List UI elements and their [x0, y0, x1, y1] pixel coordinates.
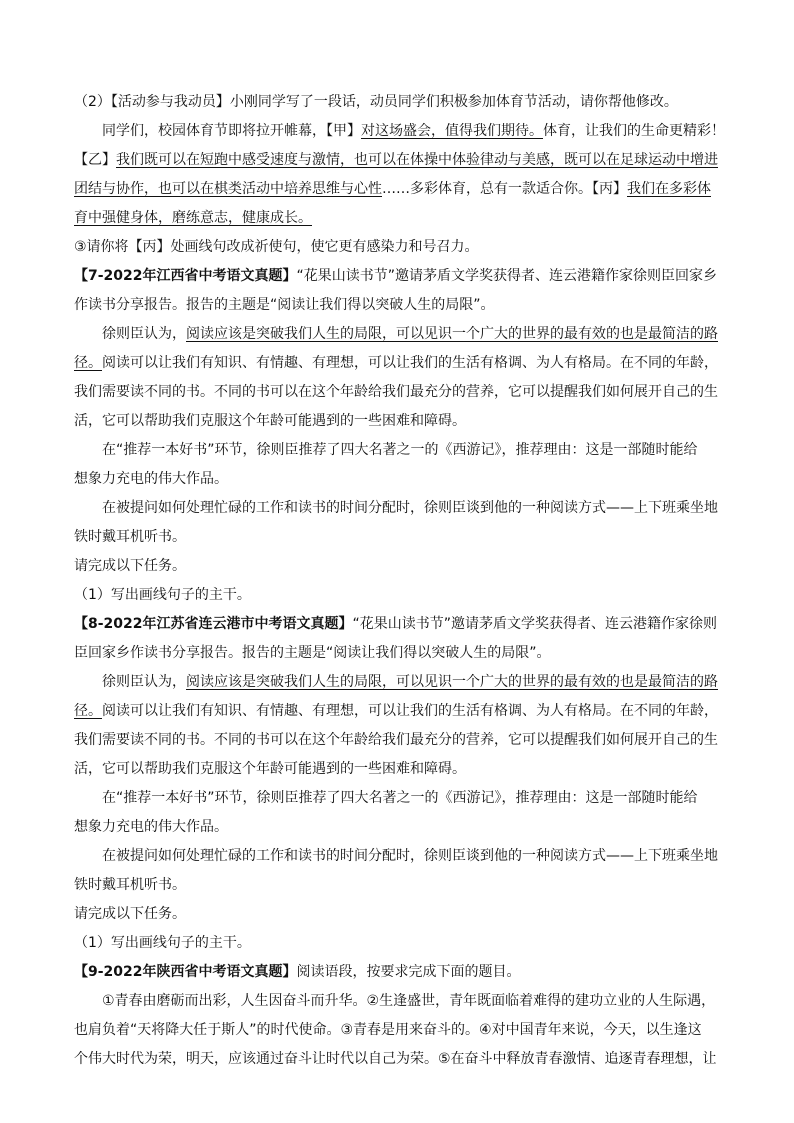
- passage-line: 徐则臣认为，阅读应该是突破我们人生的局限，可以见识一个广大的世界的最有效的也是最简洁的路: [102, 674, 718, 690]
- passage-line: 【乙】我们既可以在短跑中感受速度与激情，也可以在体操中体验律动与美感，既可以在足球运动中增进: [74, 152, 718, 168]
- underlined-sentence-yi: 团结与协作，也可以在棋类活动中培养思维与心性: [74, 181, 382, 197]
- underlined-sentence-yi: 我们既可以在短跑中感受速度与激情，也可以在体操中体验律动与美感，既可以在足球运动中增进: [116, 152, 718, 168]
- question-source-label: 【7-2022年江西省中考语文真题】: [74, 268, 297, 284]
- passage-line: 也肩负着“天将降大任于斯人”的时代使命。③青春是用来奋斗的。④对中国青年来说，今天，以生逢这: [74, 1022, 702, 1038]
- question-source-label: 【8-2022年江苏省连云港市中考语文真题】: [74, 616, 353, 632]
- underlined-sentence: 径。: [74, 703, 102, 719]
- question-source-label: 【9-2022年陕西省中考语文真题】: [74, 964, 297, 980]
- passage-line: 我们需要读不同的书。不同的书可以在这个年龄给我们最充分的营养，它可以提醒我们如何展开自己的生: [74, 732, 718, 748]
- passage-line: 想象力充电的伟大作品。: [74, 471, 228, 487]
- passage-line: 径。阅读可以让我们有知识、有情趣、有理想，可以让我们的生活有格调、为人有格局。在不同的年龄，: [74, 355, 718, 371]
- passage-line: 在“推荐一本好书”环节，徐则臣推荐了四大名著之一的《西游记》，推荐理由：这是一部随时能给: [102, 790, 698, 806]
- passage-line: 径。阅读可以让我们有知识、有情趣、有理想，可以让我们的生活有格调、为人有格局。在不同的年龄，: [74, 703, 718, 719]
- passage-line: 同学们，校园体育节即将拉开帷幕，【甲】对这场盛会，值得我们期待。体育，让我们的生命更精彩！: [102, 123, 725, 139]
- question-7-header: 【7-2022年江西省中考语文真题】“花果山读书节”邀请茅盾文学奖获得者、连云港籍作家徐则臣回家乡: [74, 268, 718, 284]
- document-page: [74, 88, 724, 1074]
- passage-line: 想象力充电的伟大作品。: [74, 819, 228, 835]
- underlined-sentence-bing: 育中强健身体，磨练意志，健康成长。: [74, 210, 312, 226]
- passage-line: 铁时戴耳机听书。: [74, 877, 186, 893]
- passage-line: 团结与协作，也可以在棋类活动中培养思维与心性……多彩体育，总有一款适合你。【丙】我们在多彩体: [74, 181, 711, 197]
- question-9-header: 【9-2022年陕西省中考语文真题】阅读语段，按要求完成下面的题目。: [74, 964, 521, 980]
- passage-line: [74, 204, 724, 233]
- task-instruction: 请完成以下任务。: [74, 558, 186, 574]
- passage-line: 个伟大时代为荣，明天，应该通过奋斗让时代以自己为荣。⑤在奋斗中释放青春激情、追逐青春理想，让: [74, 1051, 717, 1067]
- passage-line: 在被提问如何处理忙碌的工作和读书的时间分配时，徐则臣谈到他的一种阅读方式——上下班乘坐地: [102, 500, 718, 516]
- passage-line: 徐则臣认为，阅读应该是突破我们人生的局限，可以见识一个广大的世界的最有效的也是最简洁的路: [102, 326, 718, 342]
- passage-line: 在被提问如何处理忙碌的工作和读书的时间分配时，徐则臣谈到他的一种阅读方式——上下班乘坐地: [102, 848, 718, 864]
- passage-line: 作读书分享报告。报告的主题是“阅读让我们得以突破人生的局限”。: [74, 297, 495, 313]
- passage-line: 铁时戴耳机听书。: [74, 529, 186, 545]
- question-2-prompt: （2）【活动参与我动员】小刚同学写了一段话，动员同学们积极参加体育节活动，请你帮他修改。: [74, 94, 678, 110]
- question-instruction: ③请你将【丙】处画线句改成祈使句，使它更有感染力和号召力。: [74, 239, 479, 255]
- underlined-sentence-bing: 我们在多彩体: [627, 181, 711, 197]
- passage-line: ①青春由磨砺而出彩，人生因奋斗而升华。②生逢盛世，青年既面临着难得的建功立业的人生际遇，: [102, 993, 716, 1009]
- underlined-sentence: 阅读应该是突破我们人生的局限，可以见识一个广大的世界的最有效的也是最简洁的路: [186, 674, 718, 690]
- task-instruction: 请完成以下任务。: [74, 906, 186, 922]
- passage-line: 在“推荐一本好书”环节，徐则臣推荐了四大名著之一的《西游记》，推荐理由：这是一部随时能给: [102, 442, 698, 458]
- passage-line: 活，它可以帮助我们克服这个年龄可能遇到的一些困难和障碍。: [74, 413, 466, 429]
- passage-line: 我们需要读不同的书。不同的书可以在这个年龄给我们最充分的营养，它可以提醒我们如何展开自己的生: [74, 384, 718, 400]
- underlined-sentence: 阅读应该是突破我们人生的局限，可以见识一个广大的世界的最有效的也是最简洁的路: [186, 326, 718, 342]
- question-8-header: 【8-2022年江苏省连云港市中考语文真题】“花果山读书节”邀请茅盾文学奖获得者、连云港籍作家徐则: [74, 616, 718, 632]
- passage-line: 活，它可以帮助我们克服这个年龄可能遇到的一些困难和障碍。: [74, 761, 466, 777]
- task-item: （1）写出画线句子的主干。: [74, 935, 251, 951]
- underlined-sentence: 径。: [74, 355, 102, 371]
- underlined-sentence-jia: 对这场盛会，值得我们期待。: [361, 123, 543, 139]
- task-item: （1）写出画线句子的主干。: [74, 587, 251, 603]
- passage-line: 臣回家乡作读书分享报告。报告的主题是“阅读让我们得以突破人生的局限”。: [74, 645, 551, 661]
